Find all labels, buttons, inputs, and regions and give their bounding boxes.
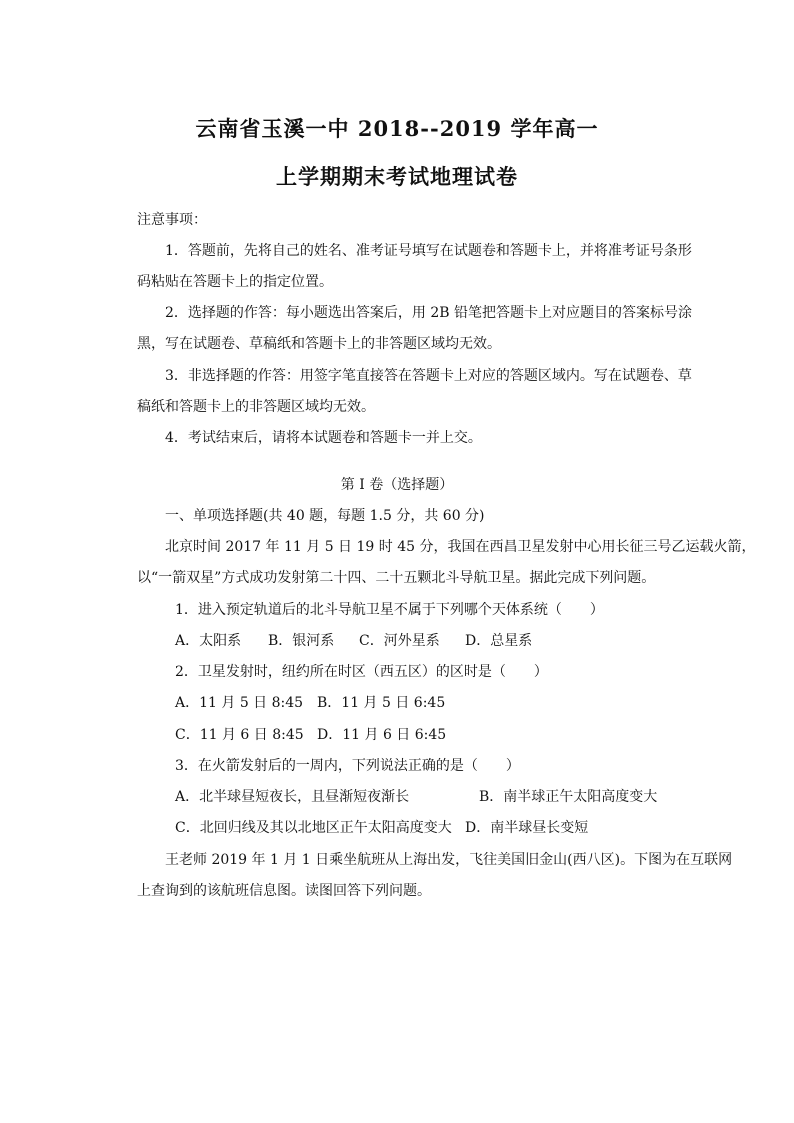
question-1-option-b: B．银河系 [268, 633, 335, 649]
passage-1-line-1: 北京时间 2017 年 11 月 5 日 19 时 45 分，我国在西昌卫星发射中心用长征三号乙运载火箭， [165, 539, 756, 555]
notice-item-2b: 黑，写在试题卷、草稿纸和答题卡上的非答题区域均无效。 [137, 336, 501, 352]
question-3-option-c: C．北回归线及其以北地区正午太阳高度变大 [175, 820, 452, 836]
notice-item-3a: 3．非选择题的作答：用签字笔直接答在答题卡上对应的答题区域内。写在试题卷、草 [165, 368, 692, 384]
question-3-option-d: D．南半球昼长变短 [465, 820, 589, 836]
question-3-option-b: B．南半球正午太阳高度变大 [479, 789, 658, 805]
question-2-option-a: A．11 月 5 日 8:45 [175, 695, 304, 711]
section-instruction: 一、单项选择题(共 40 题，每题 1.5 分，共 60 分) [165, 508, 485, 524]
question-1-option-d: D．总星系 [465, 633, 533, 649]
question-1-stem: 1．进入预定轨道后的北斗导航卫星不属于下列哪个天体系统（ ） [175, 602, 604, 618]
question-2-stem: 2．卫星发射时，纽约所在时区（西五区）的区时是（ ） [175, 664, 548, 680]
question-1-option-a: A．太阳系 [175, 633, 242, 649]
passage-2-line-2: 上查询到的该航班信息图。读图回答下列问题。 [137, 883, 431, 899]
notice-item-1b: 码粘贴在答题卡上的指定位置。 [137, 274, 333, 290]
question-2-option-d: D．11 月 6 日 6:45 [317, 727, 447, 743]
notice-item-3b: 稿纸和答题卡上的非答题区域均无效。 [137, 399, 375, 415]
question-3-stem: 3．在火箭发射后的一周内，下列说法正确的是（ ） [175, 758, 520, 774]
question-2-option-b: B．11 月 5 日 6:45 [317, 695, 446, 711]
passage-2-line-1: 王老师 2019 年 1 月 1 日乘坐航班从上海出发，飞往美国旧金山(西八区)。下图为在互联网 [165, 852, 733, 868]
title-line-1: 云南省玉溪一中 2018--2019 学年高一 [195, 116, 599, 141]
passage-1-line-2: 以“一箭双星”方式成功发射第二十四、二十五颗北斗导航卫星。据此完成下列问题。 [137, 570, 656, 586]
question-1-option-c: C．河外星系 [359, 633, 440, 649]
notice-item-4: 4．考试结束后，请将本试题卷和答题卡一并上交。 [165, 430, 482, 446]
notice-item-1a: 1．答题前，先将自己的姓名、准考证号填写在试题卷和答题卡上，并将准考证号条形 [165, 243, 692, 259]
question-2-option-c: C．11 月 6 日 8:45 [175, 727, 304, 743]
part-title: 第 I 卷（选择题） [340, 477, 454, 493]
question-3-option-a: A．北半球昼短夜长，且昼渐短夜渐长 [175, 789, 410, 805]
notice-heading: 注意事项： [137, 212, 207, 228]
notice-item-2a: 2．选择题的作答：每小题选出答案后，用 2B 铅笔把答题卡上对应题目的答案标号涂 [165, 305, 693, 321]
title-line-2: 上学期期末考试地理试卷 [276, 164, 518, 189]
